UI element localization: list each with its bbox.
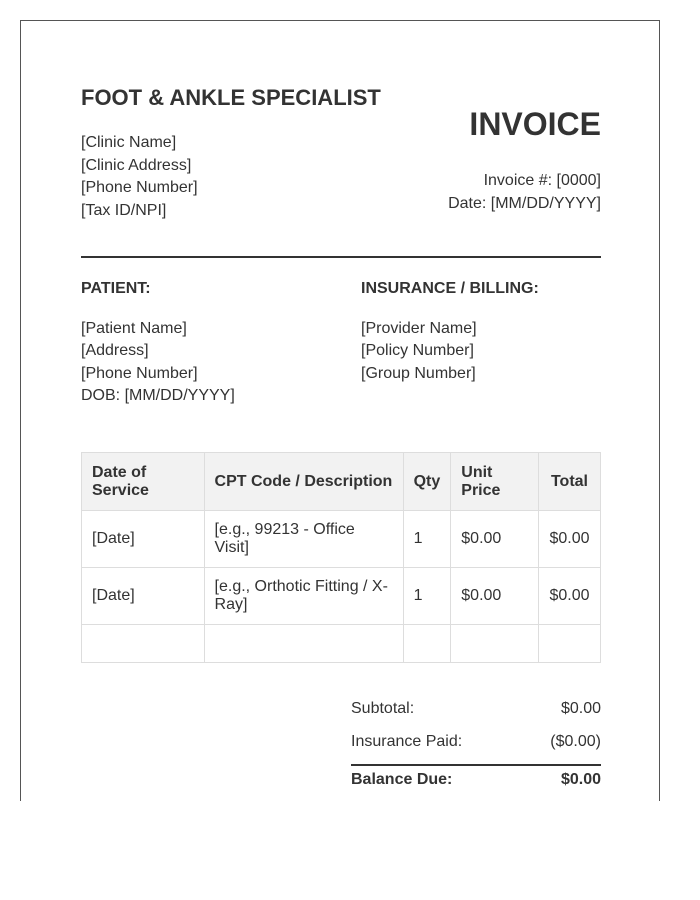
cell-date [82,625,205,663]
table-row-empty [82,625,601,663]
cell-qty: 1 [403,511,451,568]
patient-heading: PATIENT: [81,280,151,297]
subtotal-row [351,697,601,730]
table-header-row [82,453,601,511]
cell-unit-price: $0.00 [451,568,539,625]
subtotal-label: Subtotal: [351,700,415,717]
insurance-paid-row [351,730,601,763]
insurance-paid-value: ($0.00) [550,733,601,750]
subtotal-value: $0.00 [560,700,601,717]
patient-dob: DOB: [MM/DD/YYYY] [81,386,235,404]
table-row [82,568,601,625]
insurance-policy: [Policy Number] [361,342,474,360]
cell-total [538,625,600,663]
cell-description [204,625,403,663]
cell-unit-price [451,625,539,663]
cell-qty: 1 [403,568,451,625]
header-unit-price: Unit Price [451,453,539,511]
cell-unit-price: $0.00 [451,511,539,568]
insurance-paid-label: Insurance Paid: [351,733,463,750]
cell-description: [e.g., Orthotic Fitting / X-Ray] [204,568,403,625]
insurance-provider: [Provider Name] [361,320,477,337]
cell-qty [403,625,451,663]
patient-name: [Patient Name] [81,320,187,337]
patient-phone: [Phone Number] [81,364,198,382]
patient-address: [Address] [81,342,149,360]
clinic-address: [Clinic Address] [81,156,192,174]
header-cpt-description: CPT Code / Description [204,453,403,511]
clinic-info [81,132,198,222]
services-table [81,452,601,663]
clinic-phone: [Phone Number] [81,179,198,196]
header-date-of-service: Date of Service [82,453,205,511]
invoice-date: Date: [MM/DD/YYYY] [448,194,601,212]
header-total: Total [538,453,600,511]
balance-due-value: $0.00 [560,771,601,788]
header-divider [81,256,601,258]
invoice-number: Invoice #: [0000] [483,172,601,189]
cell-total: $0.00 [538,568,600,625]
cell-date: [Date] [82,568,205,625]
clinic-tax-id: [Tax ID/NPI] [81,201,167,219]
invoice-title: INVOICE [469,106,601,142]
cell-date: [Date] [82,511,205,568]
totals-summary [351,697,601,792]
cell-total: $0.00 [538,511,600,568]
invoice-page [20,20,660,801]
balance-due-label: Balance Due: [351,771,453,788]
insurance-info [361,318,477,385]
insurance-group: [Group Number] [361,364,476,382]
balance-due-row [351,764,601,792]
clinic-name: [Clinic Name] [81,134,177,151]
header-qty: Qty [403,453,451,511]
patient-info [81,318,235,407]
cell-description: [e.g., 99213 - Office Visit] [204,511,403,568]
insurance-heading: INSURANCE / BILLING: [361,280,539,297]
invoice-meta [448,170,601,215]
table-row [82,511,601,568]
clinic-specialty-title: FOOT & ANKLE SPECIALIST [81,85,381,110]
